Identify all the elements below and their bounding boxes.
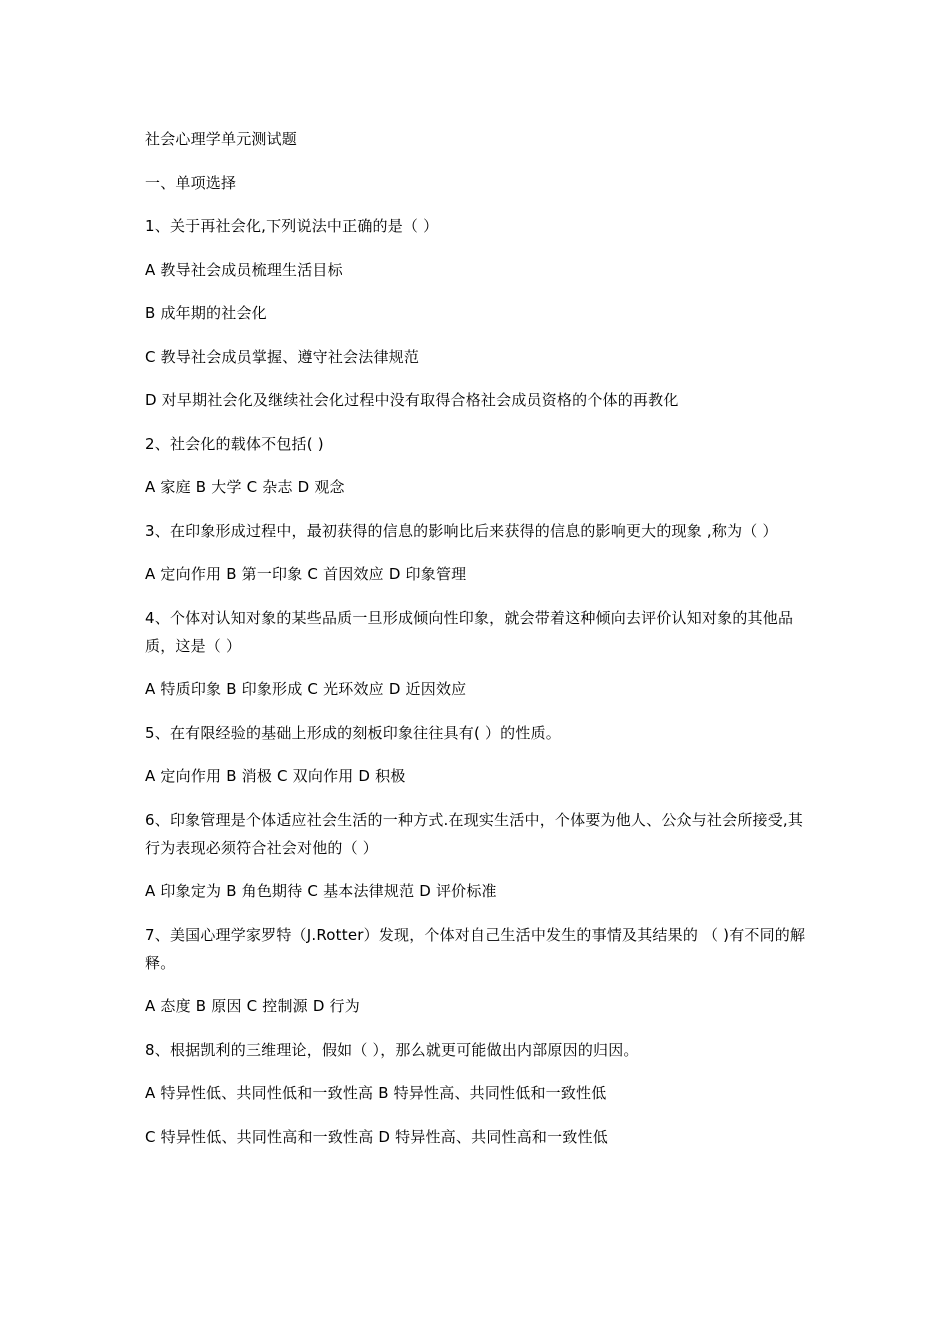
question-4-stem: 4、个体对认知对象的某些品质一旦形成倾向性印象，就会带着这种倾向去评价认知对象的其他品质，这是（ ）	[145, 608, 794, 655]
question-6-stem: 6、印象管理是个体适应社会生活的一种方式.在现实生活中，个体要为他人、公众与社会所接受,其行为表现必须符合社会对他的（ ）	[145, 810, 804, 857]
question-1-stem: 1、关于再社会化,下列说法中正确的是（ ）	[145, 217, 439, 235]
question-3-options: A 定向作用 B 第一印象 C 首因效应 D 印象管理	[145, 565, 467, 583]
question-2-stem: 2、社会化的载体不包括( )	[145, 434, 324, 453]
question-4-options: A 特质印象 B 印象形成 C 光环效应 D 近因效应	[145, 680, 467, 698]
question-3-stem: 3、在印象形成过程中，最初获得的信息的影响比后来获得的信息的影响更大的现象 ,称为（ ）	[145, 521, 778, 540]
section-heading: 一、单项选择	[145, 173, 237, 192]
question-1-option-d: D 对早期社会化及继续社会化过程中没有取得合格社会成员资格的个体的再教化	[145, 391, 679, 409]
document-body	[145, 125, 810, 1166]
question-7-stem: 7、美国心理学家罗特（J.Rotter）发现，个体对自己生活中发生的事情及其结果的 （ )有不同的解释。	[145, 925, 806, 972]
document-title: 社会心理学单元测试题	[145, 130, 298, 148]
question-8-stem: 8、根据凯利的三维理论，假如（ ），那么就更可能做出内部原因的归因。	[145, 1040, 639, 1059]
question-8-options-cd: C 特异性低、共同性高和一致性高 D 特异性高、共同性高和一致性低	[145, 1127, 608, 1146]
question-1-option-b: B 成年期的社会化	[145, 304, 267, 322]
question-5-stem: 5、在有限经验的基础上形成的刻板印象往往具有( ）的性质。	[145, 723, 561, 742]
question-5-options: A 定向作用 B 消极 C 双向作用 D 积极	[145, 767, 406, 785]
question-7-options: A 态度 B 原因 C 控制源 D 行为	[145, 997, 360, 1015]
question-2-options: A 家庭 B 大学 C 杂志 D 观念	[145, 478, 345, 496]
question-1-option-a: A 教导社会成员梳理生活目标	[145, 260, 343, 279]
question-6-options: A 印象定为 B 角色期待 C 基本法律规范 D 评价标准	[145, 882, 497, 900]
question-8-options-ab: A 特异性低、共同性低和一致性高 B 特异性高、共同性低和一致性低	[145, 1084, 607, 1102]
question-1-option-c: C 教导社会成员掌握、遵守社会法律规范	[145, 347, 420, 366]
